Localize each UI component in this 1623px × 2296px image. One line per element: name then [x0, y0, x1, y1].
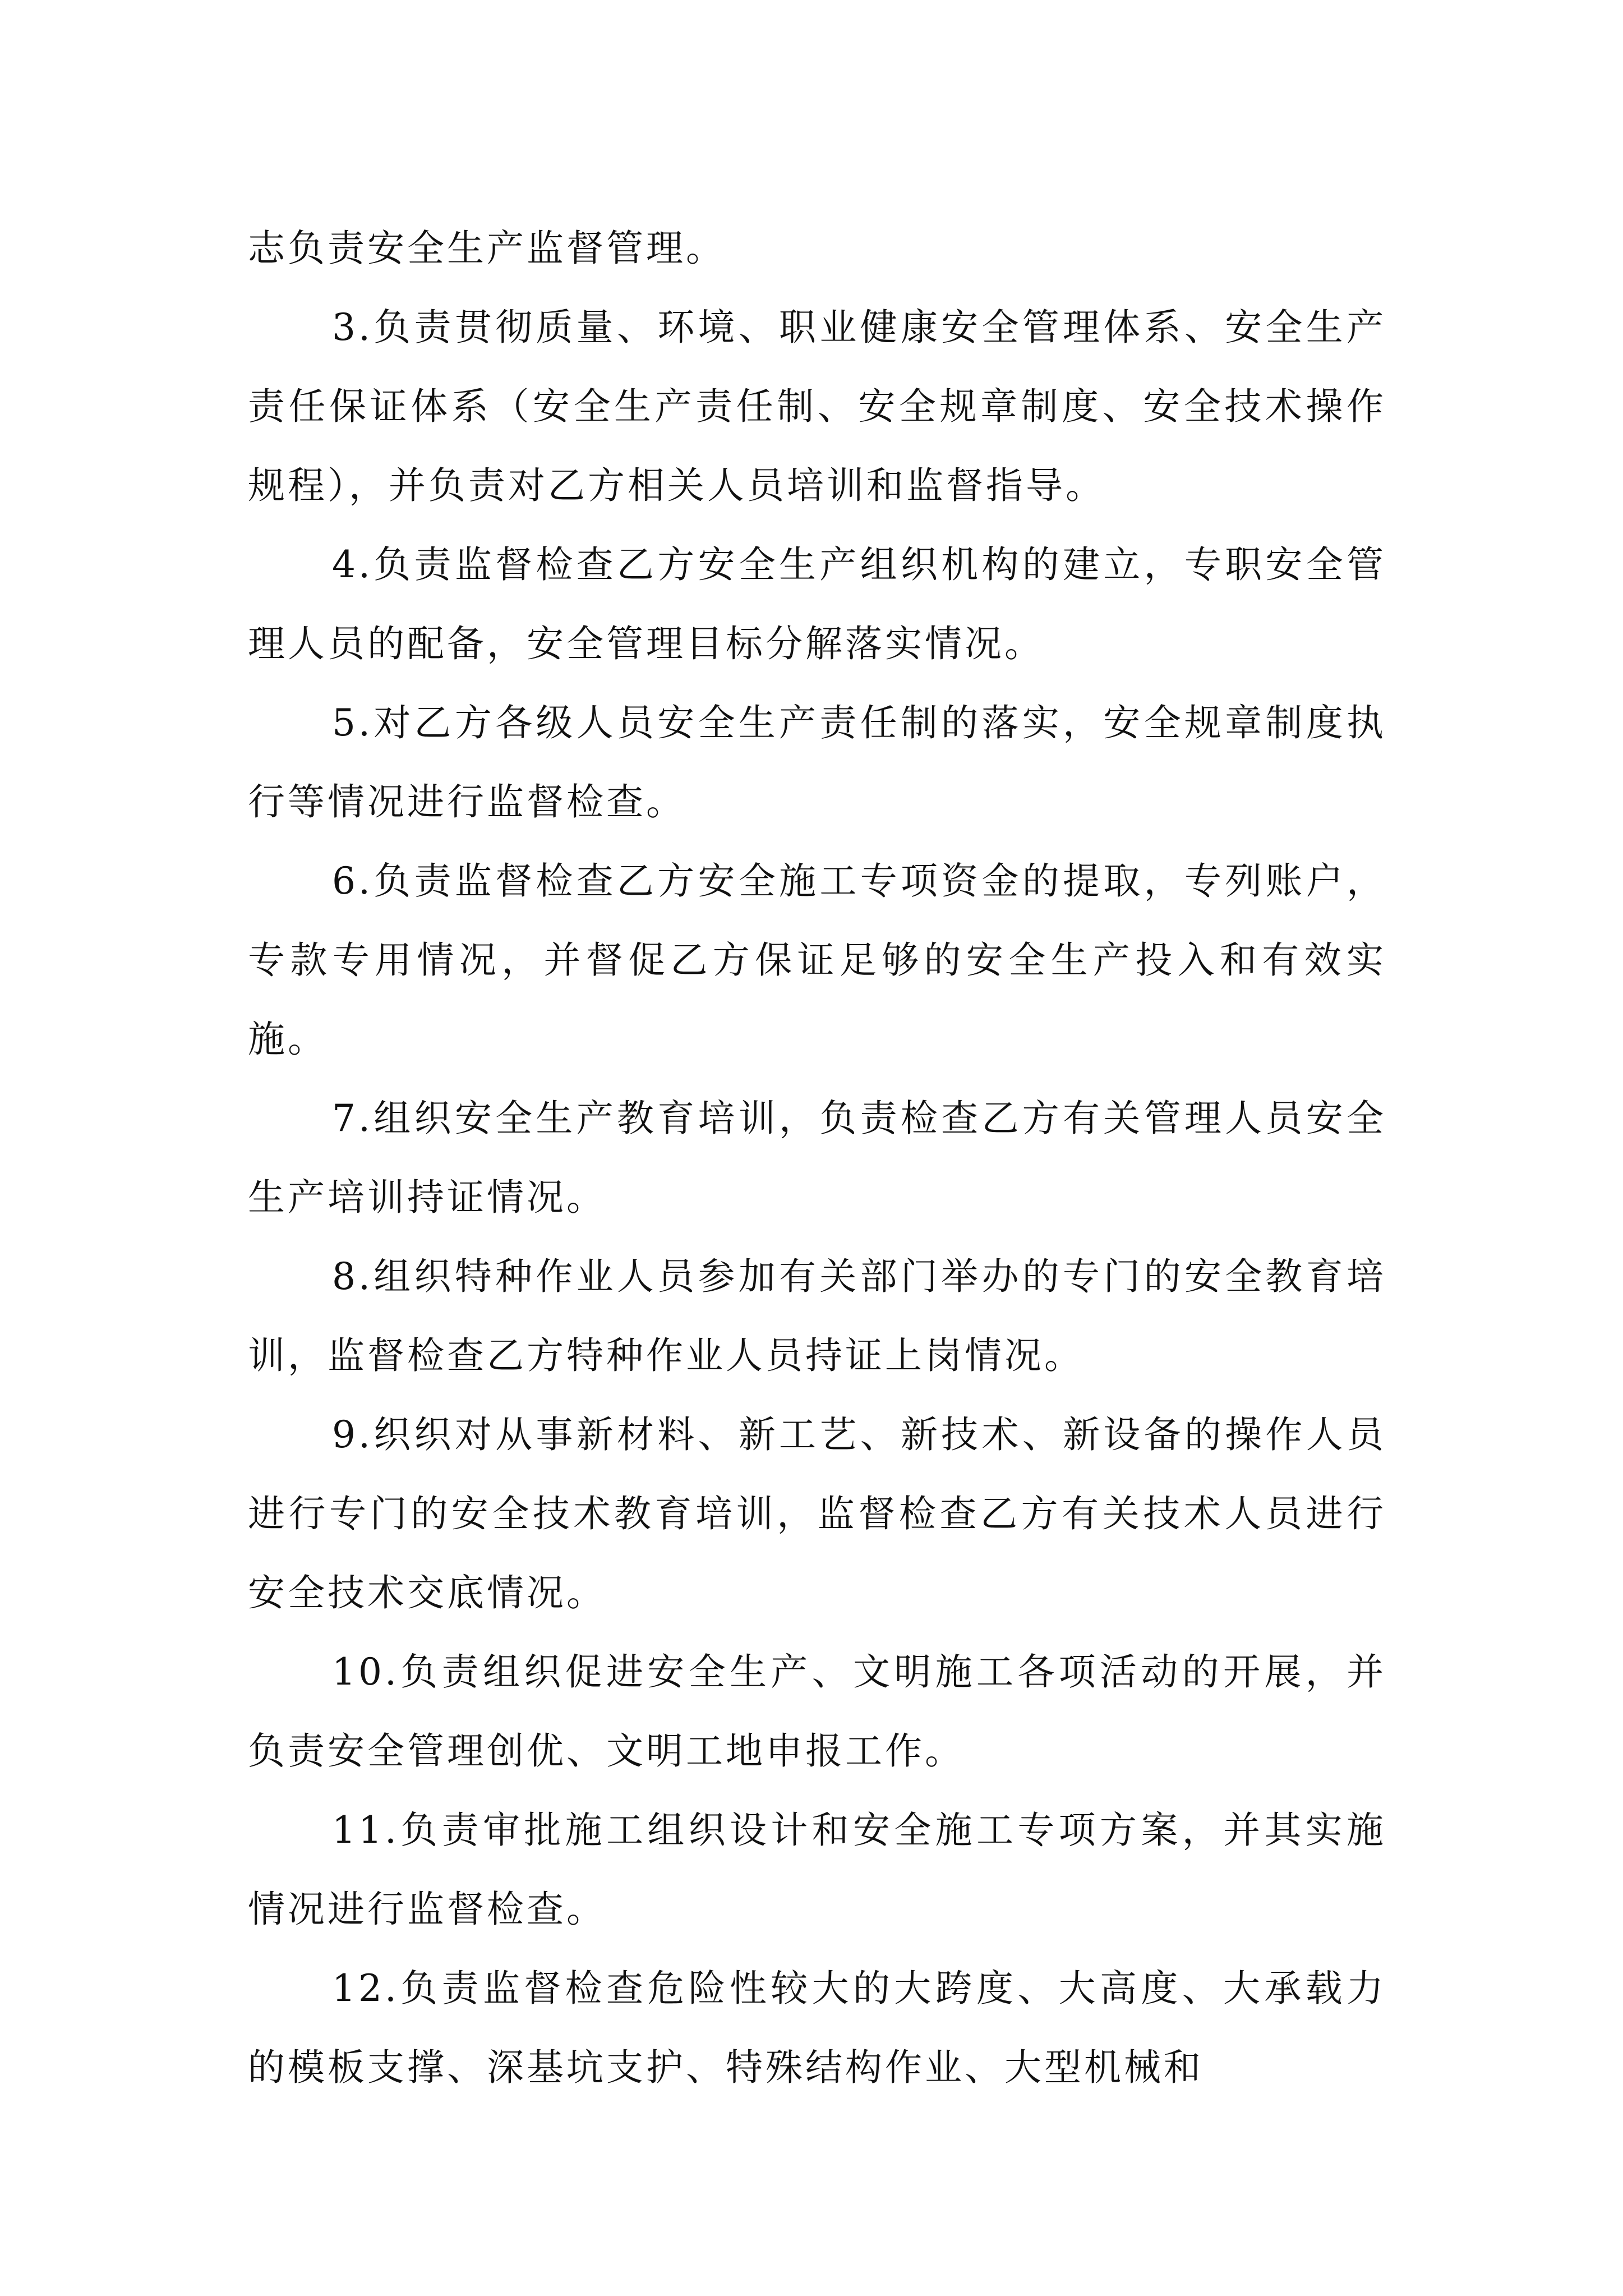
paragraph-continuation: 志负责安全生产监督管理。	[248, 227, 726, 270]
paragraph-item-11: 11.负责审批施工组织设计和安全施工专项方案，并其实施情况进行监督检查。	[248, 1809, 1386, 1931]
document-body	[248, 209, 1386, 2107]
paragraph-item-10: 10.负责组织促进安全生产、文明施工各项活动的开展，并负责安全管理创优、文明工地申报工作。	[248, 1650, 1386, 1773]
paragraph-item-9: 9.织织对从事新材料、新工艺、新技术、新设备的操作人员进行专门的安全技术教育培训，监督检查乙方有关技术人员进行安全技术交底情况。	[248, 1413, 1386, 1614]
paragraph-item-5: 5.对乙方各级人员安全生产责任制的落实，安全规章制度执行等情况进行监督检查。	[248, 701, 1386, 823]
paragraph-item-6: 6.负责监督检查乙方安全施工专项资金的提取，专列账户，专款专用情况，并督促乙方保证足够的安全生产投入和有效实施。	[248, 859, 1386, 1061]
paragraph-item-12: 12.负责监督检查危险性较大的大跨度、大高度、大承载力的模板支撑、深基坑支护、特殊结构作业、大型机械和	[248, 1967, 1386, 2089]
paragraph-item-8: 8.组织特种作业人员参加有关部门举办的专门的安全教育培训，监督检查乙方特种作业人员持证上岗情况。	[248, 1255, 1386, 1377]
paragraph-item-7: 7.组织安全生产教育培训，负责检查乙方有关管理人员安全生产培训持证情况。	[248, 1097, 1386, 1219]
paragraph-item-3: 3.负责贯彻质量、环境、职业健康安全管理体系、安全生产责任保证体系（安全生产责任制、安全规章制度、安全技术操作规程），并负责对乙方相关人员培训和监督指导。	[248, 306, 1386, 507]
paragraph-item-4: 4.负责监督检查乙方安全生产组织机构的建立，专职安全管理人员的配备，安全管理目标分解落实情况。	[248, 543, 1386, 665]
